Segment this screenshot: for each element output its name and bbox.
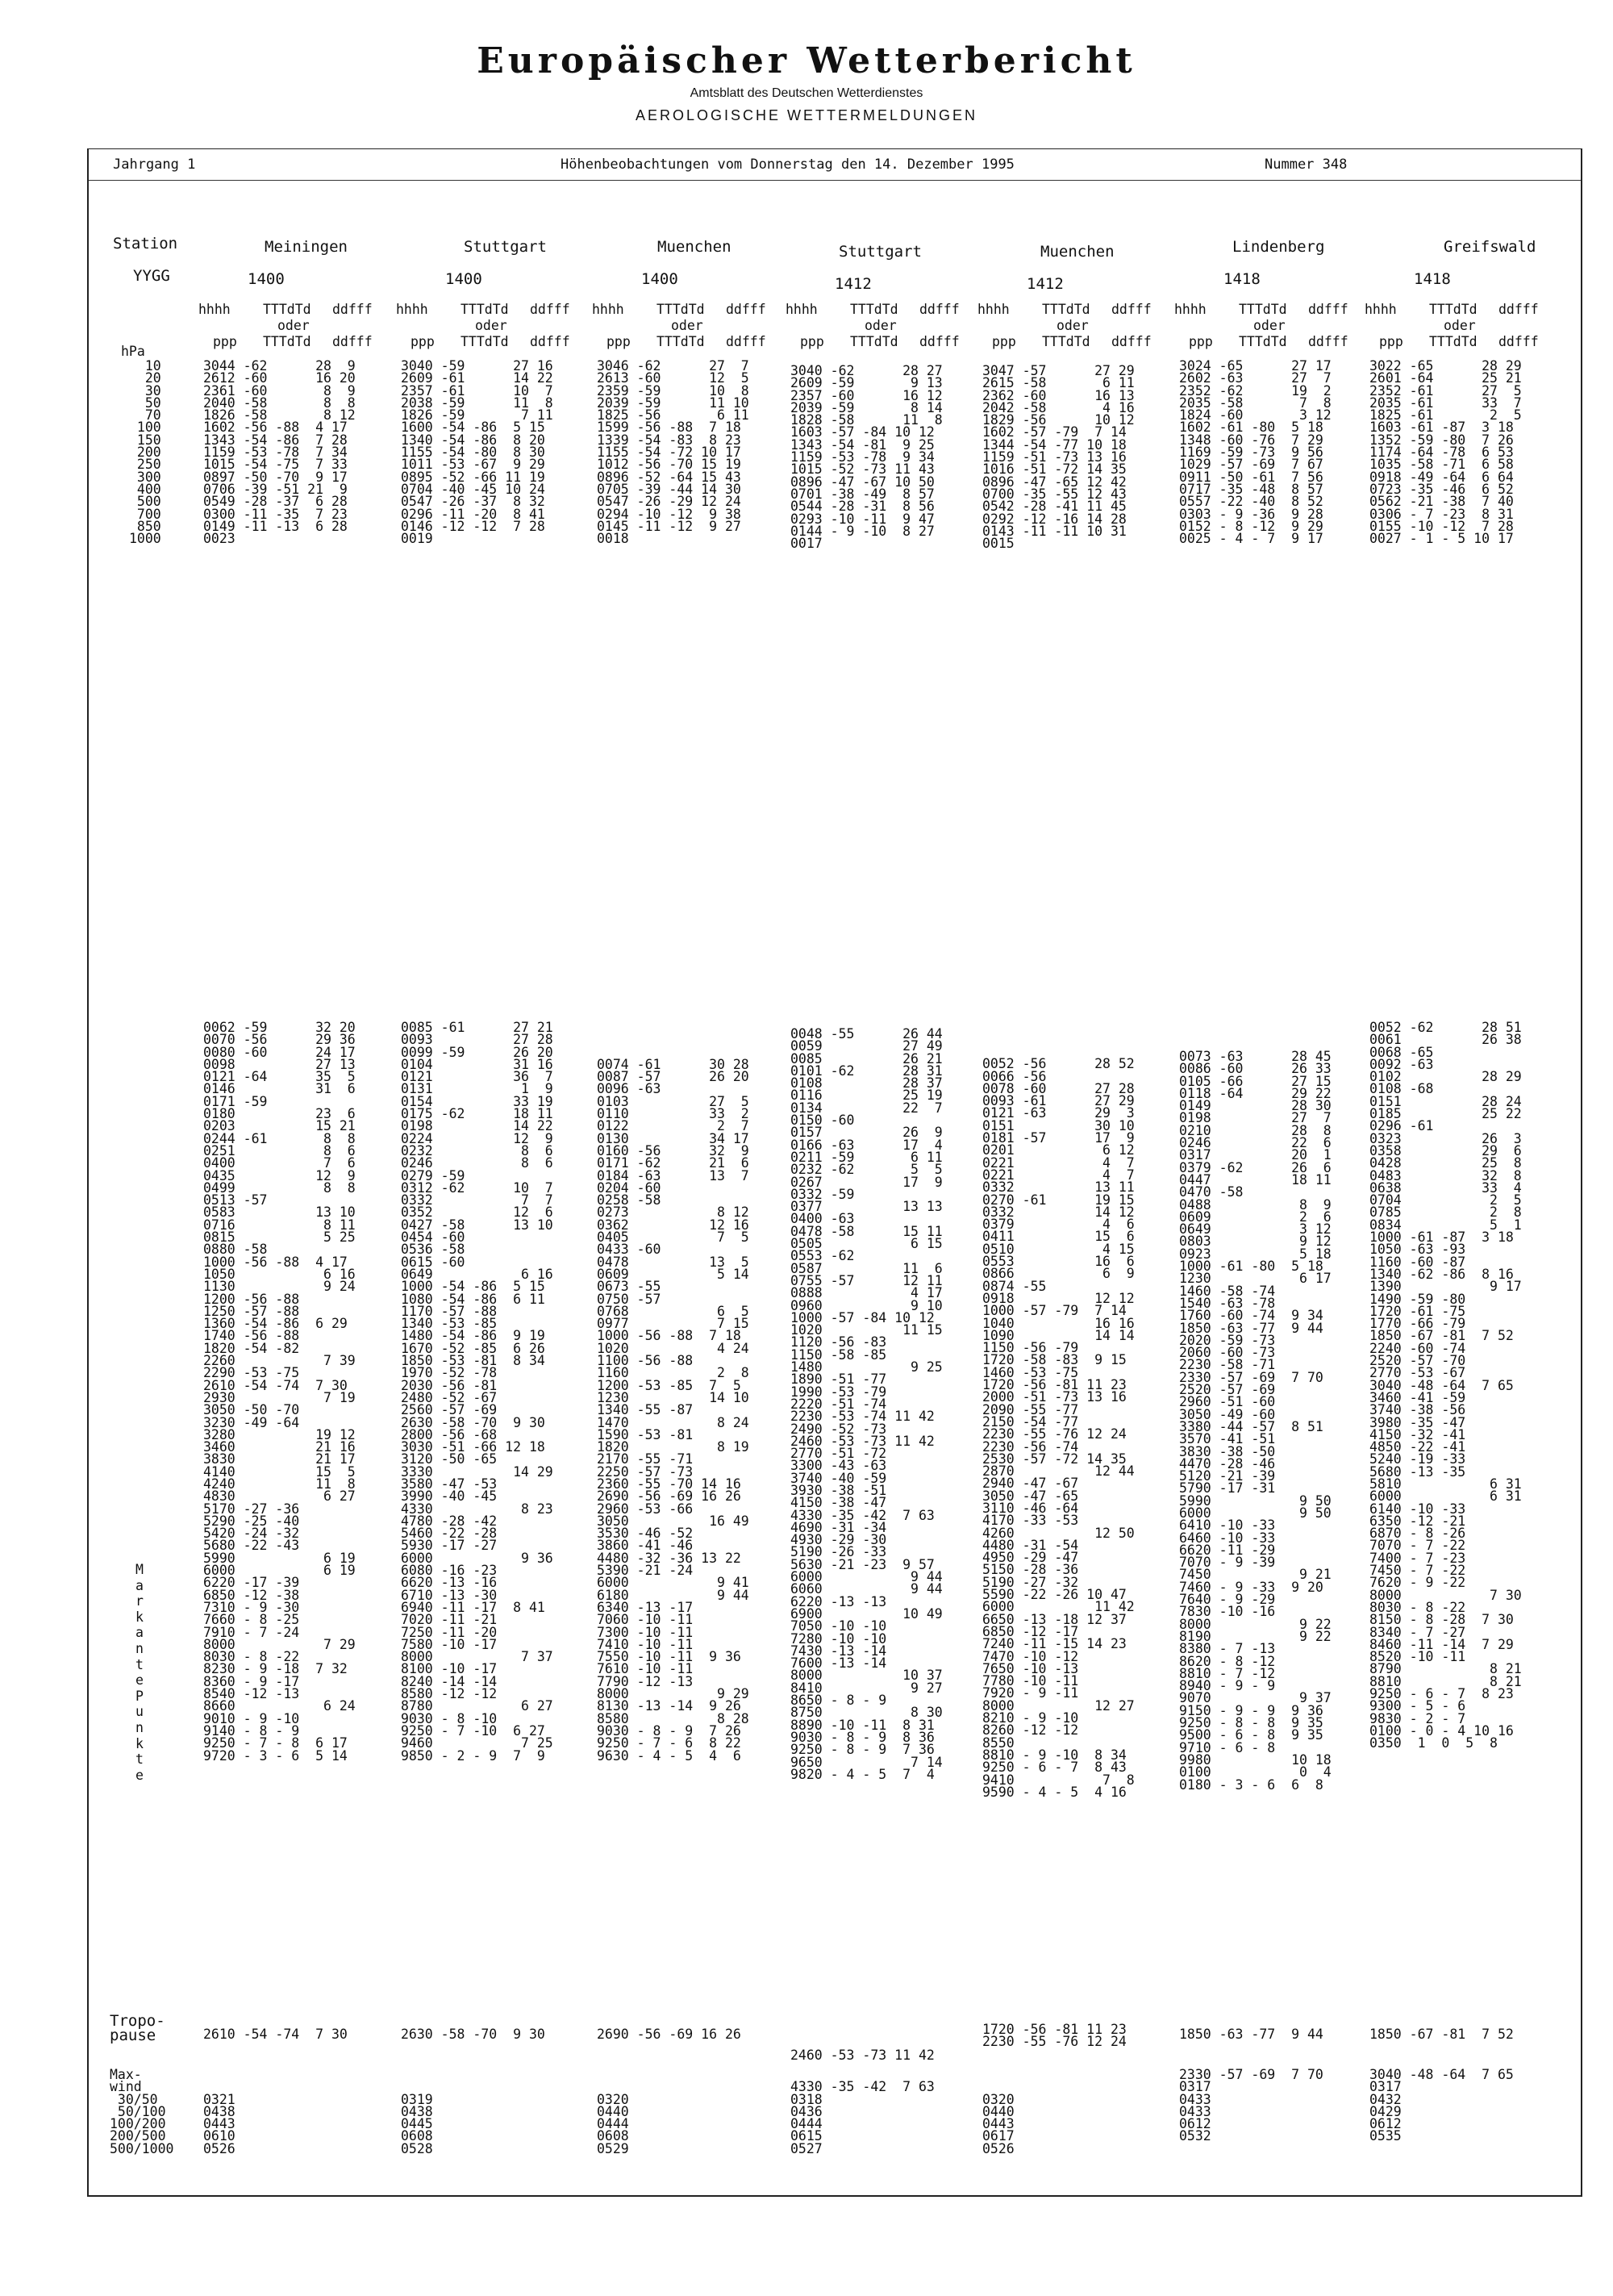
station-yygg: 1418 [1223, 270, 1261, 288]
col-tttdtd-header: TTTdTd [461, 302, 509, 317]
col-ddfff-header: ddfff [919, 334, 960, 349]
section-title: AEROLOGISCHE WETTERMELDUNGEN [635, 107, 978, 123]
col-tttdtd-header: TTTdTd [263, 334, 311, 349]
col-oder-label: oder [671, 318, 703, 333]
maxwind-value: 3040 -48 -64 7 65 0317 0432 0429 0612 0535 [1369, 2067, 1514, 2144]
station-name: Stuttgart [839, 243, 922, 261]
maxwind-value: 4330 -35 -42 7 63 0318 0436 0444 0615 0527 [790, 2079, 935, 2156]
col-ddfff-header: ddfff [332, 334, 373, 349]
col-ppp-header: ppp [213, 334, 237, 349]
tropopause-value: 2630 -58 -70 9 30 [401, 2027, 545, 2042]
station-yygg: 1400 [445, 270, 482, 288]
col-ddfff-header: ddfff [1111, 334, 1152, 349]
col-ddfff-header: ddfff [332, 302, 373, 317]
std-level-column: 3047 -57 27 29 2615 -58 6 11 2362 -60 16 13 2042 -58 4 16 1829 -56 10 12 1602 -57 -79 7 14 1344 -54 -77 10 18 1159 -51 -73 13 16 1016 -51 -72 14 35 0896 -47 -65 12 42 0700 -35 -55 12 43 0542 -28 -41 11 45 0292 -12 -16 14 28 0143 -11 -11 10 31 0015 [982, 363, 1135, 552]
header-divider [89, 180, 1581, 181]
station-name: Muenchen [1040, 243, 1115, 261]
col-tttdtd-header: TTTdTd [461, 334, 509, 349]
page-title: Europäischer Wetterbericht [477, 40, 1136, 81]
col-tttdtd-header: TTTdTd [1042, 302, 1090, 317]
col-hhhh-header: hhhh [1174, 302, 1207, 317]
col-tttdtd-header: TTTdTd [1239, 334, 1287, 349]
page-header [0, 40, 1613, 124]
sig-level-column: 0074 -61 30 28 0087 -57 26 20 0096 -63 0103 27 5 0110 33 2 0122 2 7 0130 34 17 0160 -56 32 9 0171 -62 21 6 0184 -63 13 7 0204 -60 0258 -58 0273 8 12 0362 12 16 0405 7 5 0433 -60 0478 13 5 0609 5 14 0673 -55 0750 -57 0768 6 5 0977 7 15 1000 -56 -88 7 18 1020 4 24 1100 -56 -88 1160 2 8 1200 -53 -85 7 5 1230 14 10 1340 -55 -87 1470 8 24 1590 -53 -81 1820 8 19 2170 -55 -71 2250 -57 -73 2360 -55 -70 14 16 2690 -56 -69 16 26 2960 -53 -66 3050 16 49 3530 -46 -52 3860 -41 -46 4480 -32 -36 13 22 5390 -21 -24 6000 9 41 6180 9 44 6340 -13 -17 7060 -10 -11 7300 -10 -11 7410 -10 -11 7550 -10 -11 9 36 7610 -10 -11 7790 -12 -13 8000 9 29 8130 -13 -14 9 26 8580 8 28 9030 - 8 - 9 7 26 9250 - 7 - 6 8 22 9630 - 4 - 5 4 6 [597, 1056, 749, 1764]
hpa-label: hPa [121, 344, 145, 359]
col-ddfff-header: ddfff [1111, 302, 1152, 317]
std-level-column: 3044 -62 28 9 2612 -60 16 20 2361 -60 8 9 2040 -58 8 8 1826 -58 8 12 1602 -56 -88 4 17 1343 -54 -86 7 28 1159 -53 -78 7 34 1015 -54 -75 7 33 0897 -50 -70 9 17 0706 -39 -51 21 9 0549 -28 -37 6 28 0300 -11 -35 7 23 0149 -11 -13 6 28 0023 [203, 358, 356, 547]
std-level-column: 3040 -62 28 27 2609 -59 9 13 2357 -60 16 12 2039 -59 8 14 1828 -58 11 8 1603 -57 -84 10 12 1343 -54 -81 9 25 1159 -53 -78 9 34 1015 -52 -73 11 43 0896 -47 -67 10 50 0701 -38 -49 8 57 0544 -28 -31 8 56 0293 -10 -11 9 47 0144 - 9 -10 8 27 0017 [790, 363, 943, 552]
station-yygg: 1412 [1027, 275, 1064, 293]
col-hhhh-header: hhhh [786, 302, 818, 317]
col-tttdtd-header: TTTdTd [656, 334, 705, 349]
col-tttdtd-header: TTTdTd [1429, 302, 1478, 317]
col-tttdtd-header: TTTdTd [1429, 334, 1478, 349]
page-subtitle: Amtsblatt des Deutschen Wetterdienstes [690, 86, 923, 100]
maxwind-value: 0320 0440 0443 0617 0526 [982, 2091, 1015, 2156]
station-yygg: 1400 [641, 270, 678, 288]
maxwind-value: 0319 0438 0445 0608 0528 [401, 2091, 433, 2156]
col-oder-label: oder [1444, 318, 1476, 333]
station-name: Lindenberg [1232, 238, 1325, 256]
observation-date: Höhenbeobachtungen vom Donnerstag den 14. Dezember 1995 [561, 157, 1015, 173]
std-level-column: 3024 -65 27 17 2602 -63 27 7 2352 -62 19 2 2035 -58 7 8 1824 -60 3 12 1602 -61 -80 5 18 1348 -60 -76 7 29 1169 -59 -73 9 56 1029 -57 -69 7 67 0911 -50 -61 7 56 0717 -35 -48 8 57 0557 -22 -40 8 52 0303 - 9 -36 9 28 0152 - 8 -12 9 29 0025 - 4 - 7 9 17 [1179, 358, 1332, 547]
col-ddfff-header: ddfff [726, 334, 766, 349]
std-levels-column: 10 20 30 50 70 100 150 200 250 300 400 500 700 850 1000 [129, 358, 161, 547]
maxwind-value: 0321 0438 0443 0610 0526 [203, 2091, 235, 2156]
col-tttdtd-header: TTTdTd [656, 302, 705, 317]
col-tttdtd-header: TTTdTd [263, 302, 311, 317]
col-tttdtd-header: TTTdTd [850, 302, 898, 317]
sig-level-column: 0048 -55 26 44 0059 27 49 0085 26 21 0101 -62 28 31 0108 28 37 0116 25 19 0134 22 7 0150 -60 0157 26 9 0166 -63 17 4 0211 -59 6 11 0232 -62 5 5 0267 17 9 0332 -59 0377 13 13 0400 -63 0478 -58 15 11 0505 6 15 0553 -62 0587 11 6 0755 -57 12 11 0888 4 17 0960 9 10 1000 -57 -84 10 12 1020 11 15 1120 -56 -83 1150 -58 -85 1480 9 25 1890 -51 -77 1990 -53 -79 2220 -51 -74 2230 -53 -74 11 42 2490 -52 -73 2460 -53 -73 11 42 2770 -51 -72 3300 -43 -63 3740 -40 -59 3930 -38 -51 4150 -38 -47 4330 -35 -42 7 63 4690 -31 -34 4930 -29 -30 5190 -26 -33 5630 -21 -23 9 57 6000 9 44 6060 9 44 6220 -13 -13 6900 10 49 7050 -10 -10 7280 -10 -10 7430 -13 -14 7600 -13 -14 8000 10 37 8410 9 27 8650 - 8 - 9 8750 8 30 8890 -10 -11 8 31 9030 - 8 - 9 8 36 9250 - 8 - 9 7 36 9650 7 14 9820 - 4 - 5 7 4 [790, 1026, 943, 1782]
col-ddfff-header: ddfff [726, 302, 766, 317]
station-yygg: 1400 [248, 270, 285, 288]
sig-level-column: 0052 -56 28 52 0066 -56 0078 -60 27 28 0093 -61 27 29 0121 -63 29 3 0151 30 10 0181 -57 17 9 0201 6 12 0221 4 7 0221 4 7 0332 13 11 0270 -61 19 15 0332 14 12 0379 4 6 0411 15 6 0510 4 15 0553 16 6 0866 6 9 0874 -55 0918 12 12 1000 -57 -79 7 14 1040 16 16 1090 14 14 1150 -56 -79 1720 -58 -83 9 15 1460 -53 -75 1720 -56 -81 11 23 2000 -51 -73 13 16 2090 -55 -77 2150 -54 -77 2230 -55 -76 12 24 2230 -56 -74 2530 -57 -72 14 35 2870 12 44 2940 -47 -67 3050 -47 -65 3110 -46 -64 4170 -33 -53 4260 12 50 4480 -31 -54 4950 -29 -47 5150 -28 -36 5190 -27 -32 5590 -22 -26 10 47 6000 11 42 6650 -13 -18 12 37 6850 -12 -17 7240 -11 -15 14 23 7470 -10 -12 7650 -10 -13 7780 -10 -11 7920 - 9 -11 8000 12 27 8210 - 9 -10 8260 -12 -12 8550 8810 - 9 -10 8 34 9250 - 6 - 7 8 43 9410 7 8 9590 - 4 - 5 4 16 [982, 1056, 1135, 1800]
col-hhhh-header: hhhh [396, 302, 428, 317]
std-level-column: 3040 -59 27 16 2609 -61 14 22 2357 -61 10 7 2038 -59 11 8 1826 -59 7 11 1600 -54 -86 5 15 1340 -54 -86 8 20 1155 -54 -80 8 30 1011 -53 -67 9 29 0895 -52 -66 11 19 0704 -40 -45 10 24 0547 -26 -37 8 32 0296 -11 -20 8 41 0146 -12 -12 7 28 0019 [401, 358, 553, 547]
col-hhhh-header: hhhh [592, 302, 624, 317]
col-ppp-header: ppp [1189, 334, 1213, 349]
station-name: Muenchen [657, 238, 731, 256]
col-oder-label: oder [865, 318, 897, 333]
col-ppp-header: ppp [411, 334, 435, 349]
jahrgang-label: Jahrgang 1 [113, 157, 196, 173]
col-oder-label: oder [1253, 318, 1286, 333]
sig-level-column: 0062 -59 32 20 0070 -56 29 36 0080 -60 24 17 0098 27 13 0121 -64 35 5 0146 31 6 0171 -59 0180 23 6 0203 15 21 0244 -61 8 8 0251 8 6 0400 7 6 0435 12 9 0499 8 8 0513 -57 0583 13 10 0716 8 11 0815 5 25 0880 -58 1000 -56 -88 4 17 1050 6 16 1130 9 24 1200 -56 -88 1250 -57 -88 1360 -54 -86 6 29 1740 -56 -88 1820 -54 -82 2260 7 39 2290 -53 -75 2610 -54 -74 7 30 2930 7 19 3050 -50 -70 3230 -49 -64 3280 19 12 3460 21 16 3830 21 17 4140 15 5 4240 11 8 4830 6 27 5170 -27 -36 5290 -25 -40 5420 -24 -32 5680 -22 -43 5990 6 19 6000 6 19 6220 -17 -39 6850 -12 -38 7310 - 9 -30 7660 - 8 -25 7910 - 7 -24 8000 7 29 8030 - 8 -22 8230 - 9 -18 7 32 8360 - 9 -17 8540 -12 -13 8660 6 24 9010 - 9 -10 9140 - 8 - 9 9250 - 7 - 8 6 17 9720 - 3 - 6 5 14 [203, 1020, 356, 1764]
col-ppp-header: ppp [992, 334, 1016, 349]
tropopause-value: 2460 -53 -73 11 42 [790, 2048, 935, 2063]
col-ddfff-header: ddfff [1308, 334, 1348, 349]
col-ddfff-header: ddfff [1498, 302, 1539, 317]
col-oder-label: oder [1057, 318, 1089, 333]
maxwind-value: 2330 -57 -69 7 70 0317 0433 0433 0612 0532 [1179, 2067, 1323, 2144]
station-yygg: 1418 [1414, 270, 1451, 288]
sig-level-column: 0073 -63 28 45 0086 -60 26 33 0105 -66 27 15 0118 -64 29 22 0149 28 30 0198 27 7 0210 28 8 0246 22 6 0317 20 1 0379 -62 26 6 0447 18 11 0470 -58 0488 8 9 0609 2 6 0649 3 12 0803 9 12 0923 5 18 1000 -61 -80 5 18 1230 6 17 1460 -58 -74 1540 -63 -78 1760 -60 -74 9 34 1850 -63 -77 9 44 2020 -59 -73 2060 -60 -73 2230 -58 -71 2330 -57 -69 7 70 2520 -57 -69 2960 -51 -60 3050 -49 -60 3380 -44 -57 8 51 3570 -41 -51 3830 -38 -50 4470 -28 -46 5120 -21 -39 5790 -17 -31 5990 9 50 6000 9 50 6410 -10 -33 6460 -10 -33 6620 -11 -29 7070 - 9 -39 7450 9 21 7460 - 9 -33 9 20 7640 - 9 -29 7830 -10 -16 8000 9 22 8190 9 22 8380 - 7 -13 8620 - 8 -12 8810 - 7 -12 8940 - 9 - 9 9070 9 37 9150 - 9 - 9 9 36 9250 - 8 - 8 9 35 9500 - 6 - 8 9 35 9710 - 6 - 8 9980 10 18 0100 0 4 0180 - 3 - 6 6 8 [1179, 1049, 1332, 1793]
col-ppp-header: ppp [1379, 334, 1403, 349]
col-hhhh-header: hhhh [977, 302, 1010, 317]
tropopause-value: 2610 -54 -74 7 30 [203, 2027, 348, 2042]
station-name: Meiningen [265, 238, 348, 256]
std-level-column: 3022 -65 28 29 2601 -64 25 21 2352 -61 27 5 2035 -61 33 7 1825 -61 2 5 1603 -61 -87 3 18 1352 -59 -80 7 26 1174 -64 -78 6 53 1035 -58 -71 6 58 0918 -49 -64 6 64 0723 -35 -46 6 52 0562 -21 -38 7 40 0306 - 7 -23 8 31 0155 -10 -12 7 28 0027 - 1 - 5 10 17 [1369, 358, 1522, 547]
col-oder-label: oder [475, 318, 507, 333]
tropopause-value: 1850 -63 -77 9 44 [1179, 2027, 1323, 2042]
issue-number: Nummer 348 [1265, 157, 1348, 173]
col-oder-label: oder [277, 318, 310, 333]
std-level-column: 3046 -62 27 7 2613 -60 12 5 2359 -59 10 8 2039 -59 11 10 1825 -56 6 11 1599 -56 -88 7 18 1339 -54 -83 8 23 1155 -54 -72 10 17 1012 -56 -70 15 19 0896 -52 -64 15 43 0705 -39 -44 14 30 0547 -26 -29 12 24 0294 -10 -12 9 38 0145 -11 -12 9 27 0018 [597, 358, 749, 547]
col-ddfff-header: ddfff [919, 302, 960, 317]
markante-punkte-label: M a r k a n t e P u n k t e [135, 1562, 144, 1783]
station-name: Greifswald [1444, 238, 1536, 256]
tropopause-label: Tropo- pause [110, 2012, 165, 2044]
sig-level-column: 0085 -61 27 21 0093 27 28 0099 -59 26 20 0104 31 16 0121 36 7 0131 1 9 0154 33 19 0175 -62 18 11 0198 14 22 0224 12 9 0232 8 6 0246 8 6 0279 -59 0312 -62 10 7 0332 7 7 0352 12 6 0427 -58 13 10 0454 -60 0536 -58 0615 -60 0649 6 16 1000 -54 -86 5 15 1080 -54 -86 6 11 1170 -57 -88 1340 -53 -85 1480 -54 -86 9 19 1670 -52 -85 6 26 1850 -53 -81 8 34 1970 -52 -78 2030 -56 -81 2480 -52 -67 2560 -57 -69 2630 -58 -70 9 30 2800 -56 -68 3030 -51 -66 12 18 3120 -50 -65 3330 14 29 3580 -47 -53 3990 -40 -45 4330 8 23 4780 -28 -42 5460 -22 -28 5930 -17 -27 6000 9 36 6080 -16 -23 6620 -13 -16 6710 -13 -30 6940 -11 -17 8 41 7020 -11 -21 7250 -11 -20 7580 -10 -17 8000 7 37 8100 -10 -17 8240 -14 -14 8580 -12 -12 8780 6 27 9030 - 8 -10 9250 - 7 -10 6 27 9460 7 25 9850 - 2 - 9 7 9 [401, 1020, 553, 1764]
col-tttdtd-header: TTTdTd [850, 334, 898, 349]
col-ppp-header: ppp [606, 334, 631, 349]
sig-level-column: 0052 -62 28 51 0061 26 38 0068 -65 0092 -63 0102 28 29 0108 -68 0151 28 24 0185 25 22 0296 -61 0323 26 3 0358 29 6 0428 25 8 0483 32 8 0638 33 4 0704 2 5 0785 2 8 0834 5 1 1000 -61 -87 3 18 1050 -63 -93 1160 -60 -87 1340 -62 -86 8 16 1390 9 17 1490 -59 -80 1720 -61 -75 1770 -66 -79 1850 -67 -81 7 52 2240 -60 -74 2520 -57 -70 2770 -53 -67 3040 -48 -64 7 65 3460 -41 -59 3740 -38 -56 3980 -35 -47 4150 -32 -41 4850 -22 -41 5240 -19 -33 5680 -13 -35 5810 6 31 6000 6 31 6140 -10 -33 6350 -12 -21 6870 - 8 -26 7070 - 7 -22 7400 - 7 -23 7450 - 7 -22 7620 - 9 -22 8000 7 30 8030 - 8 -22 8150 - 8 -28 7 30 8340 - 7 -27 8460 -11 -14 7 29 8520 -10 -11 8790 8 21 8810 8 21 9250 - 6 - 7 8 23 9300 - 5 - 6 9830 - 2 - 7 0100 - 0 - 4 10 16 0350 1 0 5 8 [1369, 1020, 1522, 1751]
yygg-label: YYGG [133, 267, 170, 285]
col-ddfff-header: ddfff [1498, 334, 1539, 349]
col-tttdtd-header: TTTdTd [1239, 302, 1287, 317]
station-label: Station [113, 235, 178, 253]
col-ppp-header: ppp [800, 334, 824, 349]
maxwind-value: 0320 0440 0444 0608 0529 [597, 2091, 629, 2156]
col-ddfff-header: ddfff [530, 302, 570, 317]
maxwind-label: Max- wind 30/50 50/100 100/200 200/500 500/1000 [110, 2067, 174, 2156]
col-ddfff-header: ddfff [1308, 302, 1348, 317]
col-hhhh-header: hhhh [198, 302, 231, 317]
tropopause-value: 1720 -56 -81 11 23 2230 -55 -76 12 24 [982, 2022, 1127, 2050]
station-name: Stuttgart [464, 238, 547, 256]
col-tttdtd-header: TTTdTd [1042, 334, 1090, 349]
col-hhhh-header: hhhh [1365, 302, 1397, 317]
tropopause-value: 1850 -67 -81 7 52 [1369, 2027, 1514, 2042]
col-ddfff-header: ddfff [530, 334, 570, 349]
station-yygg: 1412 [835, 275, 872, 293]
tropopause-value: 2690 -56 -69 16 26 [597, 2027, 741, 2042]
